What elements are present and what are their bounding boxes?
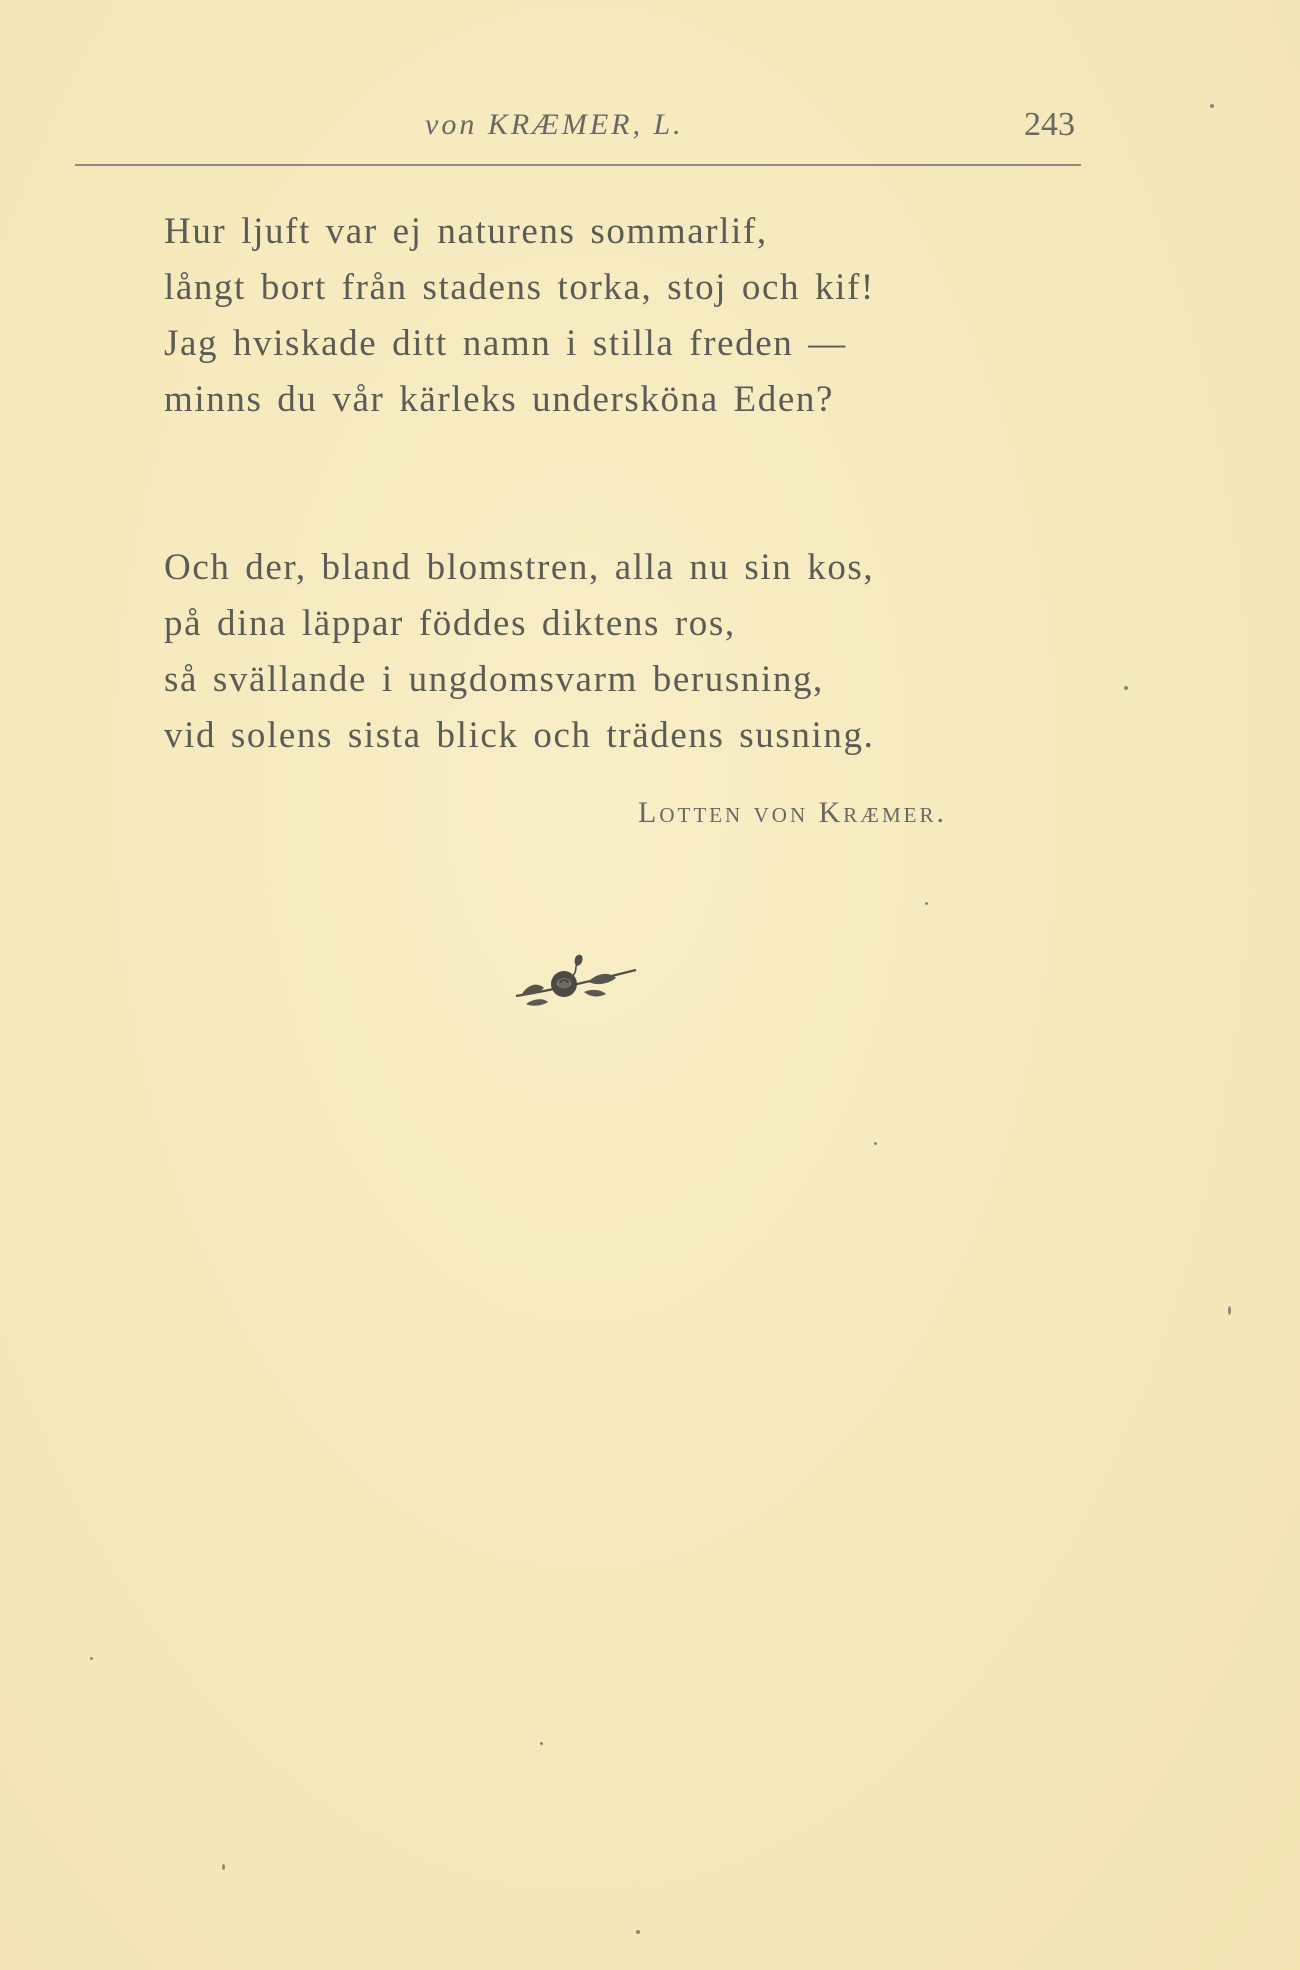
- paper-speck: [1228, 1306, 1231, 1315]
- poem-line: vid solens sista blick och trädens susning.: [164, 715, 875, 756]
- paper-speck: [874, 1142, 877, 1145]
- paper-speck: [90, 1657, 93, 1660]
- running-head: [0, 108, 1300, 158]
- author-signature: Lotten von Kræmer.: [638, 796, 947, 829]
- poem-line: långt bort från stadens torka, stoj och kif!: [164, 267, 875, 308]
- rose-vignette-icon: [512, 948, 640, 1008]
- poem-line: Hur ljuft var ej naturens sommarlif,: [164, 211, 768, 252]
- poem-line: Och der, bland blomstren, alla nu sin kos,: [164, 547, 875, 588]
- paper-speck: [636, 1930, 640, 1934]
- paper-speck: [1210, 104, 1214, 108]
- poem-line: Jag hviskade ditt namn i stilla freden —: [164, 323, 847, 364]
- paper-speck: [1124, 686, 1128, 690]
- paper-speck: [925, 902, 928, 905]
- stanza-2: [164, 540, 874, 764]
- running-title: von KRÆMER, L.: [425, 108, 684, 141]
- header-rule: [75, 164, 1081, 166]
- poem-line: på dina läppar föddes diktens ros,: [164, 603, 736, 644]
- paper-speck: [540, 1742, 543, 1745]
- stanza-1: [164, 204, 875, 428]
- paper-speck: [222, 1864, 225, 1870]
- page-number: 243: [1024, 106, 1075, 143]
- poem-line: så svällande i ungdomsvarm berusning,: [164, 659, 824, 700]
- poem-line: minns du vår kärleks undersköna Eden?: [164, 379, 835, 420]
